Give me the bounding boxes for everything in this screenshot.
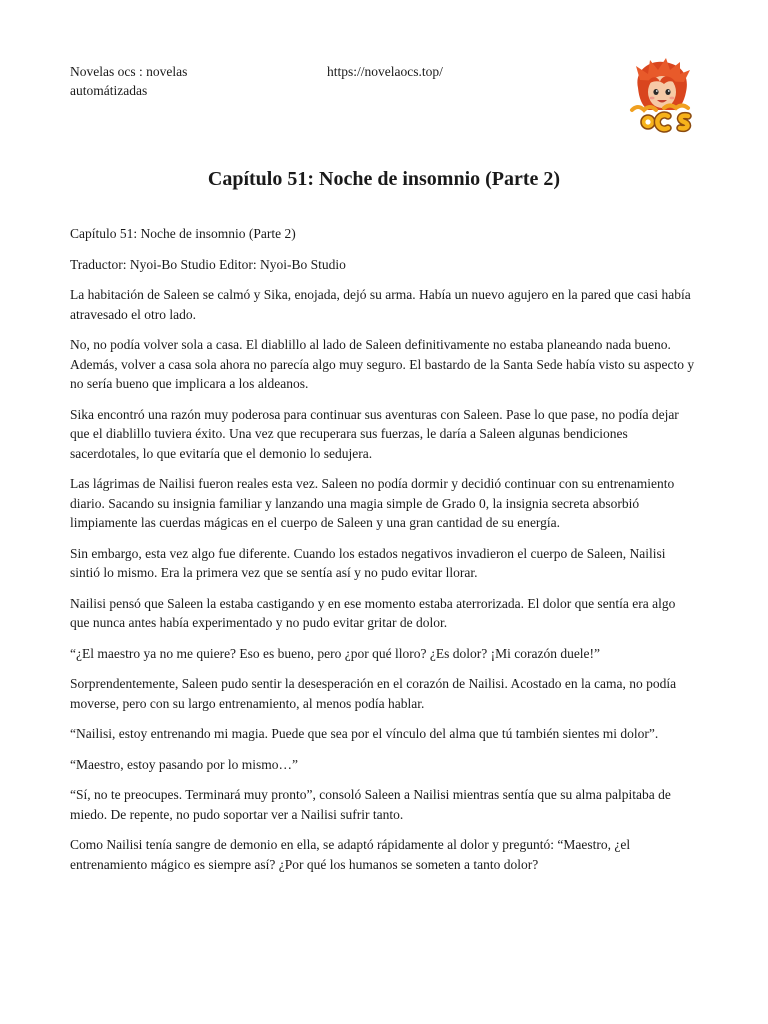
paragraph: “Nailisi, estoy entrenando mi magia. Puede que sea por el vínculo del alma que tú también sientes mi dolor”.: [70, 726, 659, 741]
paragraph: “Maestro, estoy pasando por lo mismo…”: [70, 756, 298, 772]
paragraph: Como Nailisi tenía sangre de demonio en ella, se adaptó rápidamente al dolor y preguntó: “Maestro, ¿el entrenamiento mágico es siempre así? ¿Por qué los humanos se someten a tanto dolor?: [70, 837, 631, 872]
site-url-link[interactable]: https://novelaocs.top/: [327, 64, 443, 79]
paragraph: Capítulo 51: Noche de insomnio (Parte 2): [70, 226, 296, 241]
paragraph: Las lágrimas de Nailisi fueron reales esta vez. Saleen no podía dormir y decidió continuar con su entrenamiento diario. Sacando su insignia familiar y lanzando una magia simple de Grado 0, la insignia secreta absorbió limpiamente las cuerdas mágicas en el cuerpo de Saleen y una gran cantidad de su energía.: [70, 476, 675, 530]
paragraph: Nailisi pensó que Saleen la estaba castigando y en ese momento estaba aterrorizada. El dolor que sentía era algo que nunca antes había experimentado y no pudo evitar gritar de dolor.: [70, 595, 676, 630]
paragraph: Sika encontró una razón muy poderosa para continuar sus aventuras con Saleen. Pase lo que pase, no podía dejar que el diablillo tuviera éxito. Una vez que recuperara sus fuerzas, le daría a Saleen algunas bendiciones sacerdotales, lo que evitaría que el demonio lo sedujera.: [70, 406, 679, 461]
site-logo: [624, 58, 700, 134]
chapter-body: [70, 224, 698, 885]
paragraph: La habitación de Saleen se calmó y Sika, enojada, dejó su arma. Había un nuevo agujero en la pared que casi había atravesado el otro lado.: [70, 287, 691, 322]
chapter-title: Capítulo 51: Noche de insomnio (Parte 2): [207, 168, 561, 191]
page-header: [70, 62, 700, 142]
paragraph: Sorprendentemente, Saleen pudo sentir la desesperación en el corazón de Nailisi. Acostado en la cama, no podía moverse, pero con su largo entrenamiento, al menos podía hablar.: [70, 676, 677, 711]
site-name: Novelas ocs : novelas automátizadas: [70, 64, 188, 98]
mascot-logo-icon: [624, 58, 700, 134]
paragraph: “¿El maestro ya no me quiere? Eso es bueno, pero ¿por qué lloro? ¿Es dolor? ¡Mi corazón duele!”: [70, 645, 601, 661]
paragraph: Traductor: Nyoi-Bo Studio Editor: Nyoi-Bo Studio: [70, 256, 346, 272]
paragraph: “Sí, no te preocupes. Terminará muy pronto”, consoló Saleen a Nailisi mientras sentía que su alma palpitaba de miedo. De repente, no pudo soportar ver a Nailisi sufrir tanto.: [70, 787, 671, 822]
paragraph: Sin embargo, esta vez algo fue diferente. Cuando los estados negativos invadieron el cuerpo de Saleen, Nailisi sintió lo mismo. Era la primera vez que se sentía así y no pudo evitar llorar.: [70, 545, 666, 580]
paragraph: No, no podía volver sola a casa. El diablillo al lado de Saleen definitivamente no estaba planeando nada bueno. Además, volver a casa sola ahora no parecía algo muy seguro. El bastardo de la Santa Sede había visto su aspecto y no sería bueno que implicara a los aldeanos.: [70, 337, 695, 391]
